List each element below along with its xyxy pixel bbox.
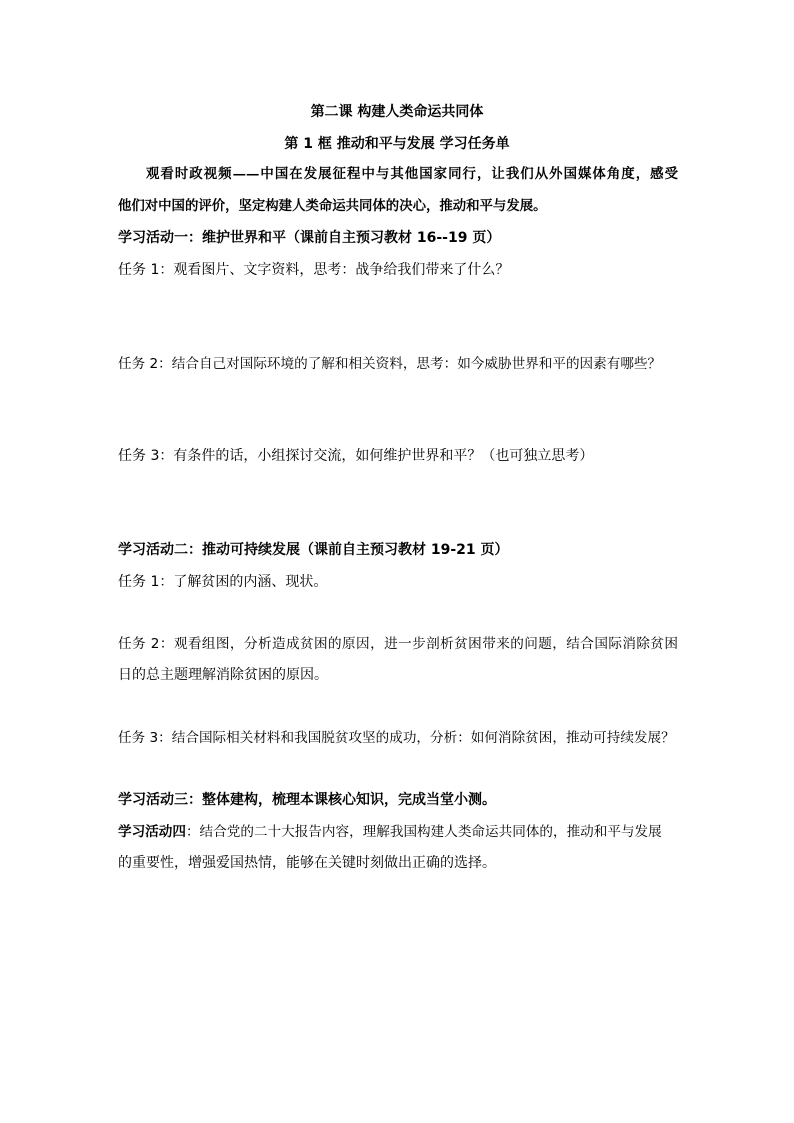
activity3-heading: 学习活动三：整体建构，梳理本课核心知识，完成当堂小测。 — [118, 792, 496, 808]
activity2-task3: 任务 3：结合国际相关材料和我国脱贫攻坚的成功，分析：如何消除贫困，推动可持续发展？ — [118, 730, 675, 746]
activity4-line1 — [118, 822, 678, 842]
activity2-heading: 学习活动二：推动可持续发展（课前自主预习教材 19-21 页） — [118, 542, 509, 558]
activity1-heading: 学习活动一：维护世界和平（课前自主预习教材 16--19 页） — [118, 230, 501, 246]
activity4-heading: 学习活动四 — [118, 824, 186, 840]
activity1-task1: 任务 1：观看图片、文字资料，思考：战争给我们带来了什么？ — [118, 262, 510, 278]
activity2-task1: 任务 1：了解贫困的内涵、现状。 — [118, 574, 328, 590]
activity4-text-1: ：结合党的二十大报告内容，理解我国构建人类命运共同体的，推动和平与发展 — [185, 824, 662, 840]
activity2-task2-line1: 任务 2：观看组图，分析造成贫困的原因，进一步剖析贫困带来的问题，结合国际消除贫困 — [118, 636, 678, 652]
lesson-title: 第二课 构建人类命运共同体 — [310, 104, 484, 120]
activity1-task3: 任务 3：有条件的话，小组探讨交流，如何维护世界和平？（也可独立思考） — [118, 448, 594, 464]
activity2-task2-line2: 日的总主题理解消除贫困的原因。 — [118, 667, 328, 683]
activity4-line2: 的重要性，增强爱国热情，能够在关键时刻做出正确的选择。 — [118, 855, 496, 871]
intro-line-1: 观看时政视频——中国在发展征程中与其他国家同行，让我们从外国媒体角度，感受 — [146, 166, 678, 182]
intro-line-2: 他们对中国的评价，坚定构建人类命运共同体的决心，推动和平与发展。 — [118, 198, 547, 214]
lesson-subtitle: 第 1 框 推动和平与发展 学习任务单 — [284, 136, 510, 152]
activity1-task2: 任务 2：结合自己对国际环境的了解和相关资料，思考：如今威胁世界和平的因素有哪些？ — [118, 356, 662, 372]
